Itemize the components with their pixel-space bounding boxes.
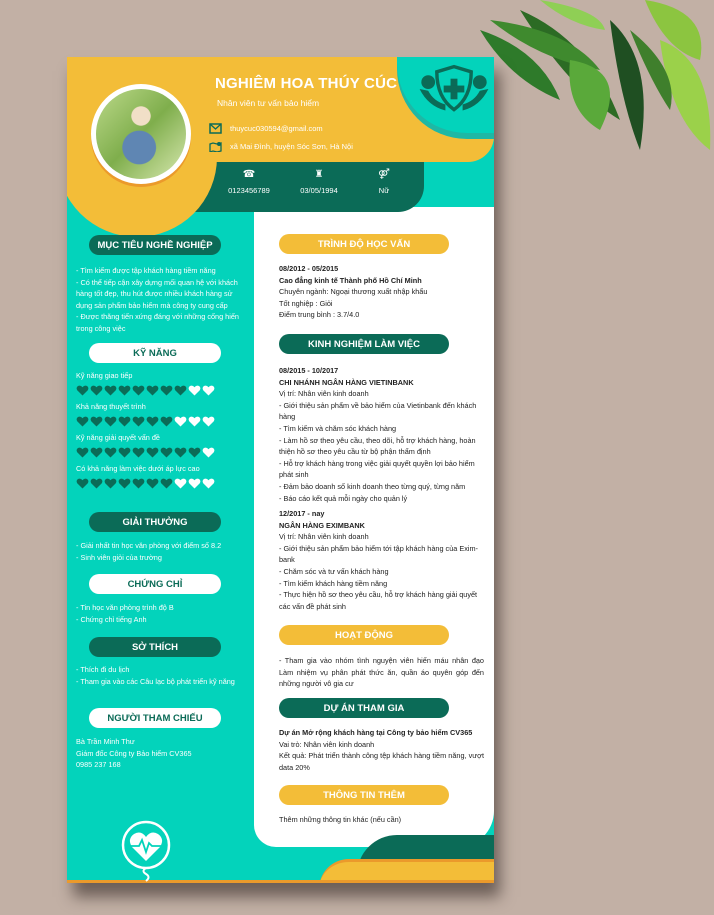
objective-line: - Được thăng tiến xứng đáng với những cống hiến trong công việc: [76, 312, 239, 333]
award-line: - Sinh viên giỏi của trường: [76, 552, 162, 562]
heart-icon: [76, 478, 89, 489]
address-text: xã Mai Đình, huyện Sóc Sơn, Hà Nội: [230, 142, 353, 151]
job-line: - Làm hồ sơ theo yêu cầu, theo dõi, hỗ trợ khách hàng, hoàn thiện hồ sơ theo yêu cầu từ bộ phận thẩm định: [279, 435, 476, 457]
heart-icon: [104, 447, 117, 458]
heart-icon: [132, 447, 145, 458]
heart-icon: [90, 416, 103, 427]
section-objective-title: MỤC TIÊU NGHỀ NGHIỆP: [89, 235, 221, 255]
award-line: - Giải nhất tin học văn phòng với điểm số 8.2: [76, 541, 222, 550]
education-period: 08/2012 - 05/2015: [279, 264, 339, 273]
heart-icon: [160, 478, 173, 489]
job-line: Vị trí: Nhân viên kinh doanh: [279, 389, 369, 399]
skill-label: Kỹ năng giải quyết vấn đề: [76, 433, 160, 442]
heart-icon: [90, 385, 103, 396]
experience-job-2: [279, 508, 484, 612]
job-line: - Hỗ trợ khách hàng trong việc giải quyết quyền lợi bảo hiểm phát sinh: [279, 458, 475, 480]
heart-icon: [76, 385, 89, 396]
job-period: 08/2015 - 10/2017: [279, 366, 339, 375]
job-line: - Báo cáo kết quả mỗi ngày cho quản lý: [279, 493, 408, 503]
heart-icon: [160, 385, 173, 396]
heart-icon: [188, 416, 201, 427]
heart-icon: [104, 478, 117, 489]
hobbies-text: [76, 664, 246, 687]
awards-text: [76, 540, 246, 563]
skill-rating: [76, 447, 215, 458]
section-projects-title: DỰ ÁN THAM GIA: [279, 698, 449, 718]
heart-icon: [202, 385, 215, 396]
heart-icon: [118, 385, 131, 396]
skill-rating: [76, 385, 215, 396]
heart-icon: [118, 447, 131, 458]
job-line: - Giới thiệu sản phẩm bảo hiểm tới tập khách hàng của Exim-bank: [279, 543, 478, 565]
heart-icon: [202, 447, 215, 458]
gender-icon: ⚤: [378, 169, 390, 180]
heart-icon: [160, 447, 173, 458]
heart-icon: [132, 478, 145, 489]
heart-icon: [174, 447, 187, 458]
projects-text: [279, 727, 484, 773]
job-line: - Tìm kiếm khách hàng tiềm năng: [279, 578, 388, 588]
section-experience-title: KINH NGHIỆM LÀM VIỆC: [279, 334, 449, 354]
heart-icon: [90, 478, 103, 489]
section-certificates-title: CHỨNG CHỈ: [89, 574, 221, 594]
section-extra-title: THÔNG TIN THÊM: [279, 785, 449, 805]
section-activities-title: HOẠT ĐỘNG: [279, 625, 449, 645]
objective-line: - Tìm kiếm được tập khách hàng tiềm năng: [76, 266, 216, 275]
heart-icon: [132, 385, 145, 396]
phone-item: [209, 169, 289, 195]
heart-icon: [202, 416, 215, 427]
candidate-name: NGHIÊM HOA THÚY CÚC: [215, 75, 398, 92]
gender-text: Nữ: [378, 186, 390, 195]
reference-line: 0985 237 168: [76, 760, 121, 769]
project-name: Dự án Mở rộng khách hàng tại Công ty bảo hiểm CV365: [279, 728, 473, 737]
job-line: - Chăm sóc và tư vấn khách hàng: [279, 566, 389, 576]
heart-icon: [104, 416, 117, 427]
tropical-leaves-decoration: [480, 0, 714, 160]
heart-icon: [174, 478, 187, 489]
section-hobbies-title: SỞ THÍCH: [89, 637, 221, 657]
email-row: [209, 123, 323, 134]
heart-icon: [188, 447, 201, 458]
job-period: 12/2017 - nay: [279, 509, 325, 518]
objective-text: [76, 265, 246, 334]
heart-pulse-icon: [119, 819, 173, 883]
job-line: - Giới thiệu sản phẩm về bảo hiểm của Vietinbank đến khách hàng: [279, 400, 477, 422]
education-line: Điểm trung bình : 3.7/4.0: [279, 310, 360, 320]
skill-label: Kỹ năng giao tiếp: [76, 371, 133, 380]
job-line: Vị trí: Nhân viên kinh doanh: [279, 532, 369, 542]
certificate-line: - Tin học văn phòng trình độ B: [76, 603, 174, 612]
skill-label: Có khả năng làm việc dưới áp lực cao: [76, 464, 200, 473]
map-icon: [209, 141, 222, 152]
project-role: Vai trò: Nhân viên kinh doanh: [279, 739, 375, 749]
section-education-title: TRÌNH ĐỘ HỌC VẤN: [279, 234, 449, 254]
reference-line: Giám đốc Công ty Bảo hiểm CV365: [76, 748, 192, 758]
heart-icon: [118, 478, 131, 489]
heart-icon: [174, 385, 187, 396]
project-result: Kết quả: Phát triển thành công tệp khách hàng tiềm năng, vượt data 20%: [279, 751, 484, 772]
hobby-line: - Thích đi du lịch: [76, 665, 130, 674]
job-line: - Tìm kiếm và chăm sóc khách hàng: [279, 423, 397, 433]
heart-icon: [160, 416, 173, 427]
skill-rating: [76, 416, 215, 427]
heart-icon: [174, 416, 187, 427]
section-awards-title: GIẢI THƯỞNG: [89, 512, 221, 532]
address-row: [209, 141, 353, 152]
certificates-text: [76, 602, 246, 625]
objective-line: - Có thể tiếp cận xây dựng mối quan hệ với khách hàng tốt đẹp, thu hút được nhiều khách hàng sử dụng sản phẩm bảo hiểm mà công ty cung cấp: [76, 277, 238, 310]
education-text: [279, 263, 484, 321]
activities-text: - Tham gia vào nhóm tình nguyện viên hiến máu nhân đạo Làm nhiệm vụ phân phát thức ăn, quần áo quyên góp đến những người vô gia cư: [279, 656, 484, 689]
heart-icon: [76, 447, 89, 458]
shield-plus-icon: [411, 63, 494, 115]
avatar: [91, 84, 191, 184]
heart-icon: [146, 447, 159, 458]
heart-icon: [146, 478, 159, 489]
birthday-text: 03/05/1994: [300, 186, 338, 195]
section-references-title: NGƯỜI THAM CHIẾU: [89, 708, 221, 728]
job-line: - Đảm bảo doanh số kinh doanh theo từng quý, từng năm: [279, 481, 466, 491]
cv-page: [67, 57, 494, 883]
job-company: CHI NHÁNH NGÂN HÀNG VIETINBANK: [279, 377, 414, 387]
job-title: Nhân viên tư vấn bảo hiểm: [217, 98, 320, 108]
heart-icon: [188, 385, 201, 396]
reference-line: Bà Trần Minh Thư: [76, 737, 135, 746]
cake-icon: ♜: [314, 169, 324, 180]
phone-text: 0123456789: [228, 186, 270, 195]
education-line: Tốt nghiệp : Giỏi: [279, 298, 333, 308]
email-text: thuycuc030594@gmail.com: [230, 124, 323, 133]
section-skills-title: KỸ NĂNG: [89, 343, 221, 363]
certificate-line: - Chứng chỉ tiếng Anh: [76, 614, 147, 624]
heart-icon: [146, 385, 159, 396]
skill-rating: [76, 478, 215, 489]
job-company: NGÂN HÀNG EXIMBANK: [279, 520, 365, 530]
heart-icon: [146, 416, 159, 427]
heart-icon: [202, 478, 215, 489]
references-text: [76, 736, 246, 771]
education-line: Chuyên ngành: Ngoại thương xuất nhập khẩu: [279, 287, 428, 297]
profile-photo: [96, 89, 186, 179]
heart-icon: [90, 447, 103, 458]
education-school: Cao đẳng kinh tế Thành phố Hồ Chí Minh: [279, 275, 422, 285]
job-line: - Thực hiện hồ sơ theo yêu cầu, hỗ trợ khách hàng giải quyết các vấn đề phát sinh: [279, 590, 478, 611]
experience-job-1: [279, 365, 484, 504]
heart-icon: [104, 385, 117, 396]
heart-icon: [188, 478, 201, 489]
phone-icon: ☎: [242, 169, 256, 180]
skill-label: Khả năng thuyết trình: [76, 402, 146, 411]
gender-item: [344, 169, 424, 195]
email-icon: [209, 123, 222, 134]
hobby-line: - Tham gia vào các Câu lạc bộ phát triển kỹ năng: [76, 676, 235, 686]
heart-icon: [132, 416, 145, 427]
heart-icon: [76, 416, 89, 427]
heart-icon: [118, 416, 131, 427]
extra-text: Thêm những thông tin khác (nếu cần): [279, 815, 402, 824]
